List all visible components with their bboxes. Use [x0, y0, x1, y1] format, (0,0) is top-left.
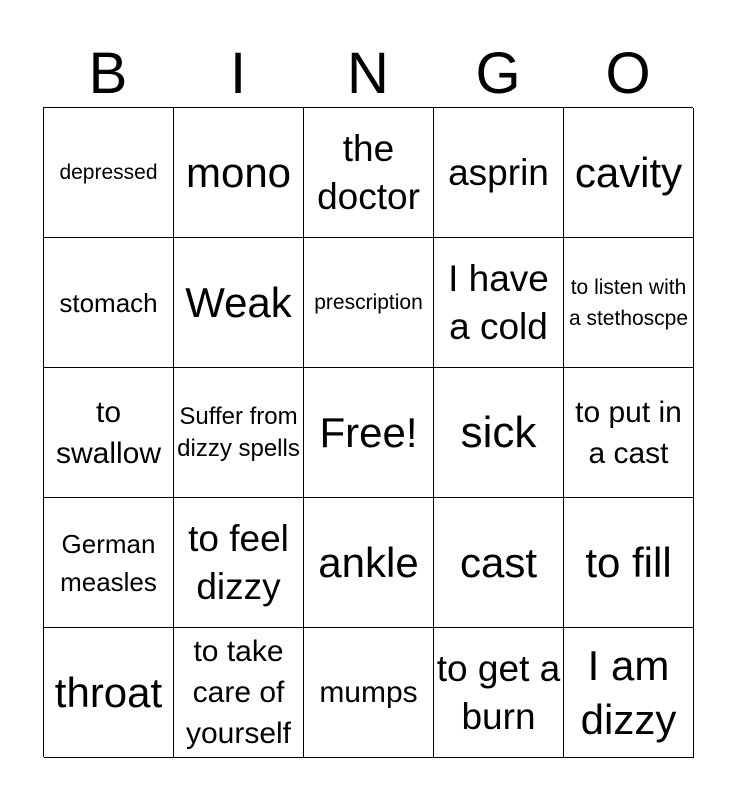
- cell-text: prescription: [314, 291, 423, 314]
- bingo-cell[interactable]: [174, 238, 304, 368]
- cell-text: to swallow: [55, 395, 162, 470]
- bingo-cell[interactable]: [434, 498, 564, 628]
- bingo-cell[interactable]: [44, 628, 174, 758]
- bingo-cell[interactable]: [564, 108, 694, 238]
- cell-text: to fill: [585, 538, 672, 586]
- header-letter-g: G: [475, 41, 521, 106]
- cell-text: ankle: [318, 538, 419, 586]
- bingo-cell[interactable]: [44, 108, 174, 238]
- cell-text: I am dizzy: [580, 641, 677, 743]
- header-letter-o: O: [605, 41, 651, 106]
- cell-text: German measles: [60, 528, 157, 597]
- cell-text: Weak: [185, 278, 292, 326]
- cell-text: Suffer from dizzy spells: [177, 402, 300, 462]
- bingo-cell[interactable]: [434, 628, 564, 758]
- bingo-cell[interactable]: [304, 108, 434, 238]
- header-letter-n: N: [347, 41, 389, 106]
- bingo-cell[interactable]: [434, 108, 564, 238]
- cell-text: cast: [459, 538, 538, 586]
- header-letter-b: B: [88, 41, 128, 106]
- bingo-cell[interactable]: [564, 498, 694, 628]
- cell-text: stomach: [59, 287, 158, 318]
- bingo-cell[interactable]: [44, 238, 174, 368]
- bingo-cell[interactable]: [564, 238, 694, 368]
- cell-text: to feel dizzy: [188, 517, 289, 607]
- bingo-cell[interactable]: [304, 498, 434, 628]
- bingo-cell[interactable]: [174, 628, 304, 758]
- bingo-header: [43, 40, 693, 108]
- bingo-cell[interactable]: [434, 238, 564, 368]
- cell-text: cavity: [574, 148, 683, 196]
- cell-text: depressed: [59, 161, 158, 184]
- cell-text: to listen with a stethoscpe: [568, 275, 689, 330]
- cell-text: sick: [460, 407, 537, 457]
- cell-text: the doctor: [317, 127, 420, 217]
- cell-text: mumps: [319, 676, 418, 709]
- free-space[interactable]: [304, 368, 434, 498]
- bingo-cell[interactable]: [564, 368, 694, 498]
- bingo-cell[interactable]: [174, 368, 304, 498]
- bingo-cell[interactable]: [44, 498, 174, 628]
- cell-text: to take care of yourself: [185, 635, 292, 750]
- bingo-cell[interactable]: [304, 238, 434, 368]
- cell-text: asprin: [448, 151, 549, 193]
- cell-text: mono: [185, 148, 292, 196]
- bingo-cell[interactable]: [564, 628, 694, 758]
- header-letter-i: I: [229, 41, 247, 106]
- bingo-cell[interactable]: [44, 368, 174, 498]
- cell-text: to get a burn: [436, 647, 561, 737]
- bingo-cell[interactable]: [304, 628, 434, 758]
- bingo-cell[interactable]: [174, 108, 304, 238]
- cell-text: I have a cold: [448, 257, 549, 347]
- bingo-grid: [43, 107, 693, 757]
- bingo-cell[interactable]: [434, 368, 564, 498]
- bingo-cell[interactable]: [174, 498, 304, 628]
- cell-text: Free!: [319, 408, 418, 456]
- cell-text: to put in a cast: [575, 395, 682, 470]
- cell-text: throat: [54, 668, 163, 716]
